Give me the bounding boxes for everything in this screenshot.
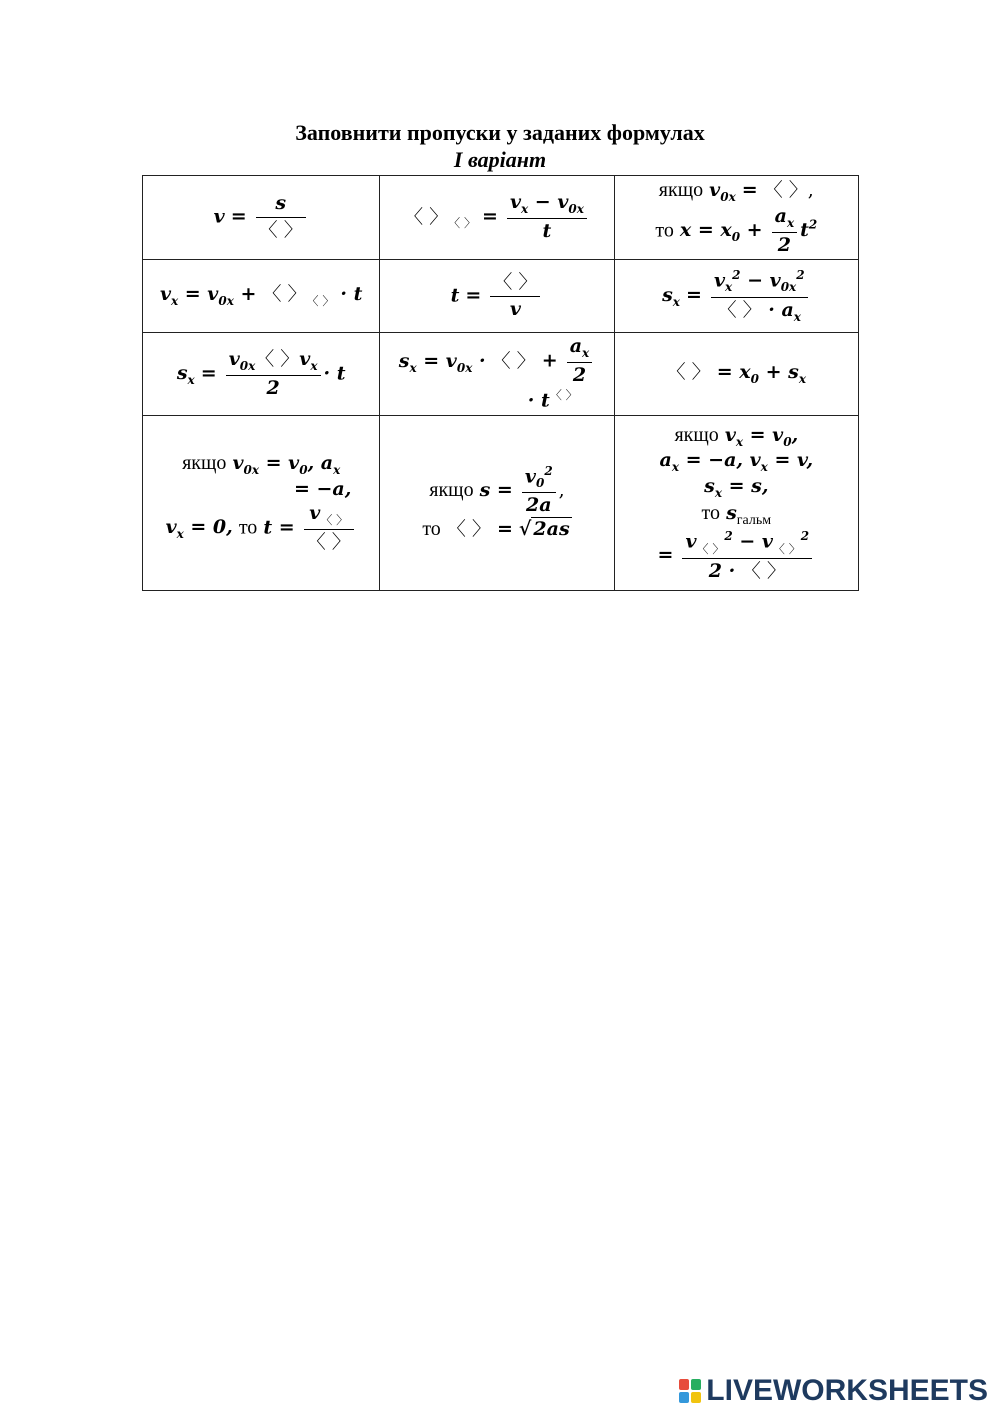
formula-table — [142, 175, 859, 591]
blank-slot[interactable]: 〈 〉 — [262, 283, 307, 306]
table-row — [143, 333, 859, 416]
table-row — [143, 415, 859, 590]
blank-slot[interactable]: 〈 〉 — [772, 541, 801, 556]
formula-cell: t = $\frac{〈 〉}{v}$ — [380, 260, 614, 333]
formula-cell: v = $\frac{s}{〈 〉}$ — [143, 176, 380, 260]
text-then: то — [701, 502, 721, 525]
formula-cell: $s_x = v_{0x}$ · 〈 〉 + $\frac{a_x}{2}$ · t〈 〉 — [380, 333, 614, 416]
logo-square — [691, 1392, 701, 1403]
text-if: якщо — [674, 423, 719, 446]
variant-subtitle: І варіант — [453, 147, 547, 172]
liveworksheets-logo — [679, 1374, 988, 1408]
blank-slot[interactable]: 〈 〉 — [448, 216, 476, 231]
text-then: то — [238, 516, 258, 539]
formula-cell: якщо $v_{0x} = v_0$, $a_x$ = −a, $v_x = 0$, то t = $\frac{v〈 〉}{〈 〉}$ — [143, 415, 380, 590]
formula-cell: $s_x$ = $\frac{v_{0x}〈 〉v_x}{2}$ · t — [143, 333, 380, 416]
blank-slot[interactable]: 〈 〉 — [741, 559, 786, 582]
logo-square — [679, 1392, 689, 1403]
blank-slot[interactable]: 〈 〉 — [763, 179, 808, 201]
blank-slot[interactable]: 〈 〉 — [404, 205, 449, 228]
text-if: якщо — [658, 179, 704, 201]
formula-cell: 〈 〉〈 〉 = $\frac{v_x - v_{0x}}{t}$ — [380, 176, 614, 260]
logo-square — [691, 1379, 701, 1390]
blank-slot[interactable]: 〈 〉 — [320, 512, 349, 527]
blank-slot[interactable]: 〈 〉 — [666, 361, 711, 384]
blank-slot[interactable]: 〈 〉 — [549, 387, 578, 402]
formula-cell: 〈 〉 = $x_0 + s_x$ — [614, 333, 858, 416]
blank-slot[interactable]: 〈 〉 — [306, 530, 351, 553]
text-brake-subscript: гальм — [736, 512, 772, 528]
text-then: то — [655, 219, 674, 242]
formula-cell: $s_x$ = $\frac{v_x^2 - v_{0x}^2}{〈 〉 \cdot a_x}$ — [614, 260, 858, 333]
blank-slot[interactable]: 〈 〉 — [717, 298, 762, 321]
formula-cell: якщо $v_{0x}$ = 〈 〉, то $x = x_0$ + $\frac{a_x}{2}$ $t^2$ — [614, 176, 858, 260]
page-title: Заповнити пропуски у заданих формулах — [295, 120, 705, 145]
logo-square — [679, 1379, 689, 1390]
logo-text: LIVEWORKSHEETS — [706, 1374, 988, 1407]
blank-slot[interactable]: 〈 〉 — [446, 518, 491, 541]
table-row — [143, 260, 859, 333]
blank-slot[interactable]: 〈 〉 — [306, 294, 335, 309]
blank-slot[interactable]: 〈 〉 — [258, 219, 303, 242]
text-then: то — [422, 518, 441, 541]
formula-cell: якщо s = $\frac{v_0^2}{2a}$ , то 〈 〉 = √ 2as — [380, 415, 614, 590]
blank-slot[interactable]: 〈 〉 — [696, 541, 725, 556]
blank-slot[interactable]: 〈 〉 — [255, 347, 300, 370]
text-if: якщо — [182, 452, 227, 475]
blank-slot[interactable]: 〈 〉 — [491, 349, 536, 372]
blank-slot[interactable]: 〈 〉 — [493, 271, 538, 294]
text-if: якщо — [429, 478, 474, 501]
formula-cell: $v_x = v_{0x}$ + 〈 〉〈 〉 · t — [143, 260, 380, 333]
table-row — [143, 176, 859, 260]
formula-cell: якщо $v_x = v_0$, $a_x = -a$, $v_x = v$, $s_x = s$, то $s_{гальм}$ = $\frac{v〈 〉^2 - v〈 〉^2}{2 \cdot 〈 〉}$ — [614, 415, 858, 590]
logo-icon — [679, 1379, 701, 1403]
